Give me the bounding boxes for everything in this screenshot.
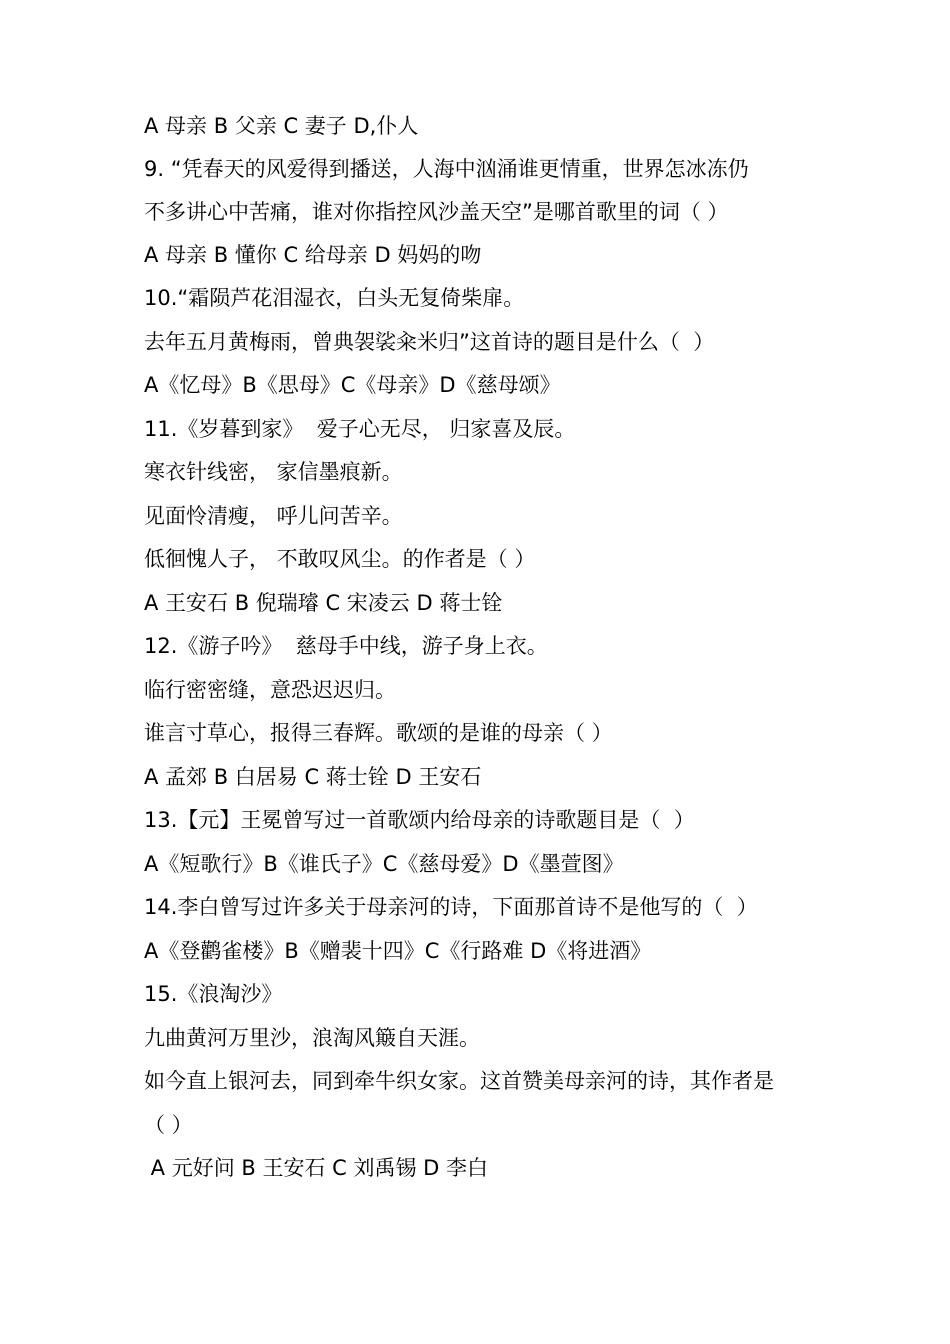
question-9-options: A 母亲 B 懂你 C 给母亲 D 妈妈的吻 xyxy=(144,243,482,267)
question-14-options: A《登鹳雀楼》B《赠裴十四》C《行路难 D《将进酒》 xyxy=(144,939,652,963)
question-14-stem: 14.李白曾写过许多关于母亲河的诗，下面那首诗不是他写的（ ） xyxy=(144,895,758,919)
question-8-options: A 母亲 B 父亲 C 妻子 D,仆人 xyxy=(144,114,419,138)
question-12-poem-line-1: 12.《游子吟》 慈母手中线，游子身上衣。 xyxy=(144,634,548,658)
question-12-poem-line-2: 临行密密缝，意恐迟迟归。 xyxy=(144,678,396,702)
question-10-stem-line-2: 去年五月黄梅雨，曾典袈裟籴米归”这首诗的题目是什么（ ） xyxy=(144,330,715,354)
question-10-stem-line-1: 10.“霜陨芦花泪湿衣，白头无复倚柴扉。 xyxy=(144,286,525,310)
question-15-title: 15.《浪淘沙》 xyxy=(144,982,283,1006)
question-13-stem: 13.【元】王冕曾写过一首歌颂内给母亲的诗歌题目是（ ） xyxy=(144,808,695,832)
question-11-poem-line-3: 见面怜清瘦， 呼儿问苦辛。 xyxy=(144,504,403,528)
question-12-options: A 孟郊 B 白居易 C 蒋士铨 D 王安石 xyxy=(144,765,482,789)
question-13-options: A《短歌行》B《谁氏子》C《慈母爱》D《墨萱图》 xyxy=(144,852,624,876)
question-9-stem-line-2: 不多讲心中苦痛，谁对你指控风沙盖天空”是哪首歌里的词（ ） xyxy=(144,200,729,224)
question-9-stem-line-1: 9. “凭春天的风爱得到播送，人海中汹涌谁更情重，世界怎冰冻仍 xyxy=(144,157,749,181)
question-15-poem-line-2: 如今直上银河去，同到牵牛织女家。这首赞美母亲河的诗，其作者是 xyxy=(144,1069,774,1093)
question-11-poem-line-1: 11.《岁暮到家》 爱子心无尽， 归家喜及辰。 xyxy=(144,417,576,441)
question-15-poem-line-1: 九曲黄河万里沙，浪淘风簸自天涯。 xyxy=(144,1026,480,1050)
question-11-poem-line-4: 低徊愧人子， 不敢叹风尘。的作者是（ ） xyxy=(144,547,536,571)
question-11-options: A 王安石 B 倪瑞璿 C 宋凌云 D 蒋士铨 xyxy=(144,591,503,615)
question-10-options: A《忆母》B《思母》C《母亲》D《慈母颂》 xyxy=(144,373,561,397)
question-11-poem-line-2: 寒衣针线密， 家信墨痕新。 xyxy=(144,460,403,484)
question-15-options: A 元好问 B 王安石 C 刘禹锡 D 李白 xyxy=(144,1156,489,1180)
question-12-poem-line-3: 谁言寸草心，报得三春辉。歌颂的是谁的母亲（ ） xyxy=(144,721,613,745)
question-15-answer-blank: （ ） xyxy=(144,1113,193,1137)
